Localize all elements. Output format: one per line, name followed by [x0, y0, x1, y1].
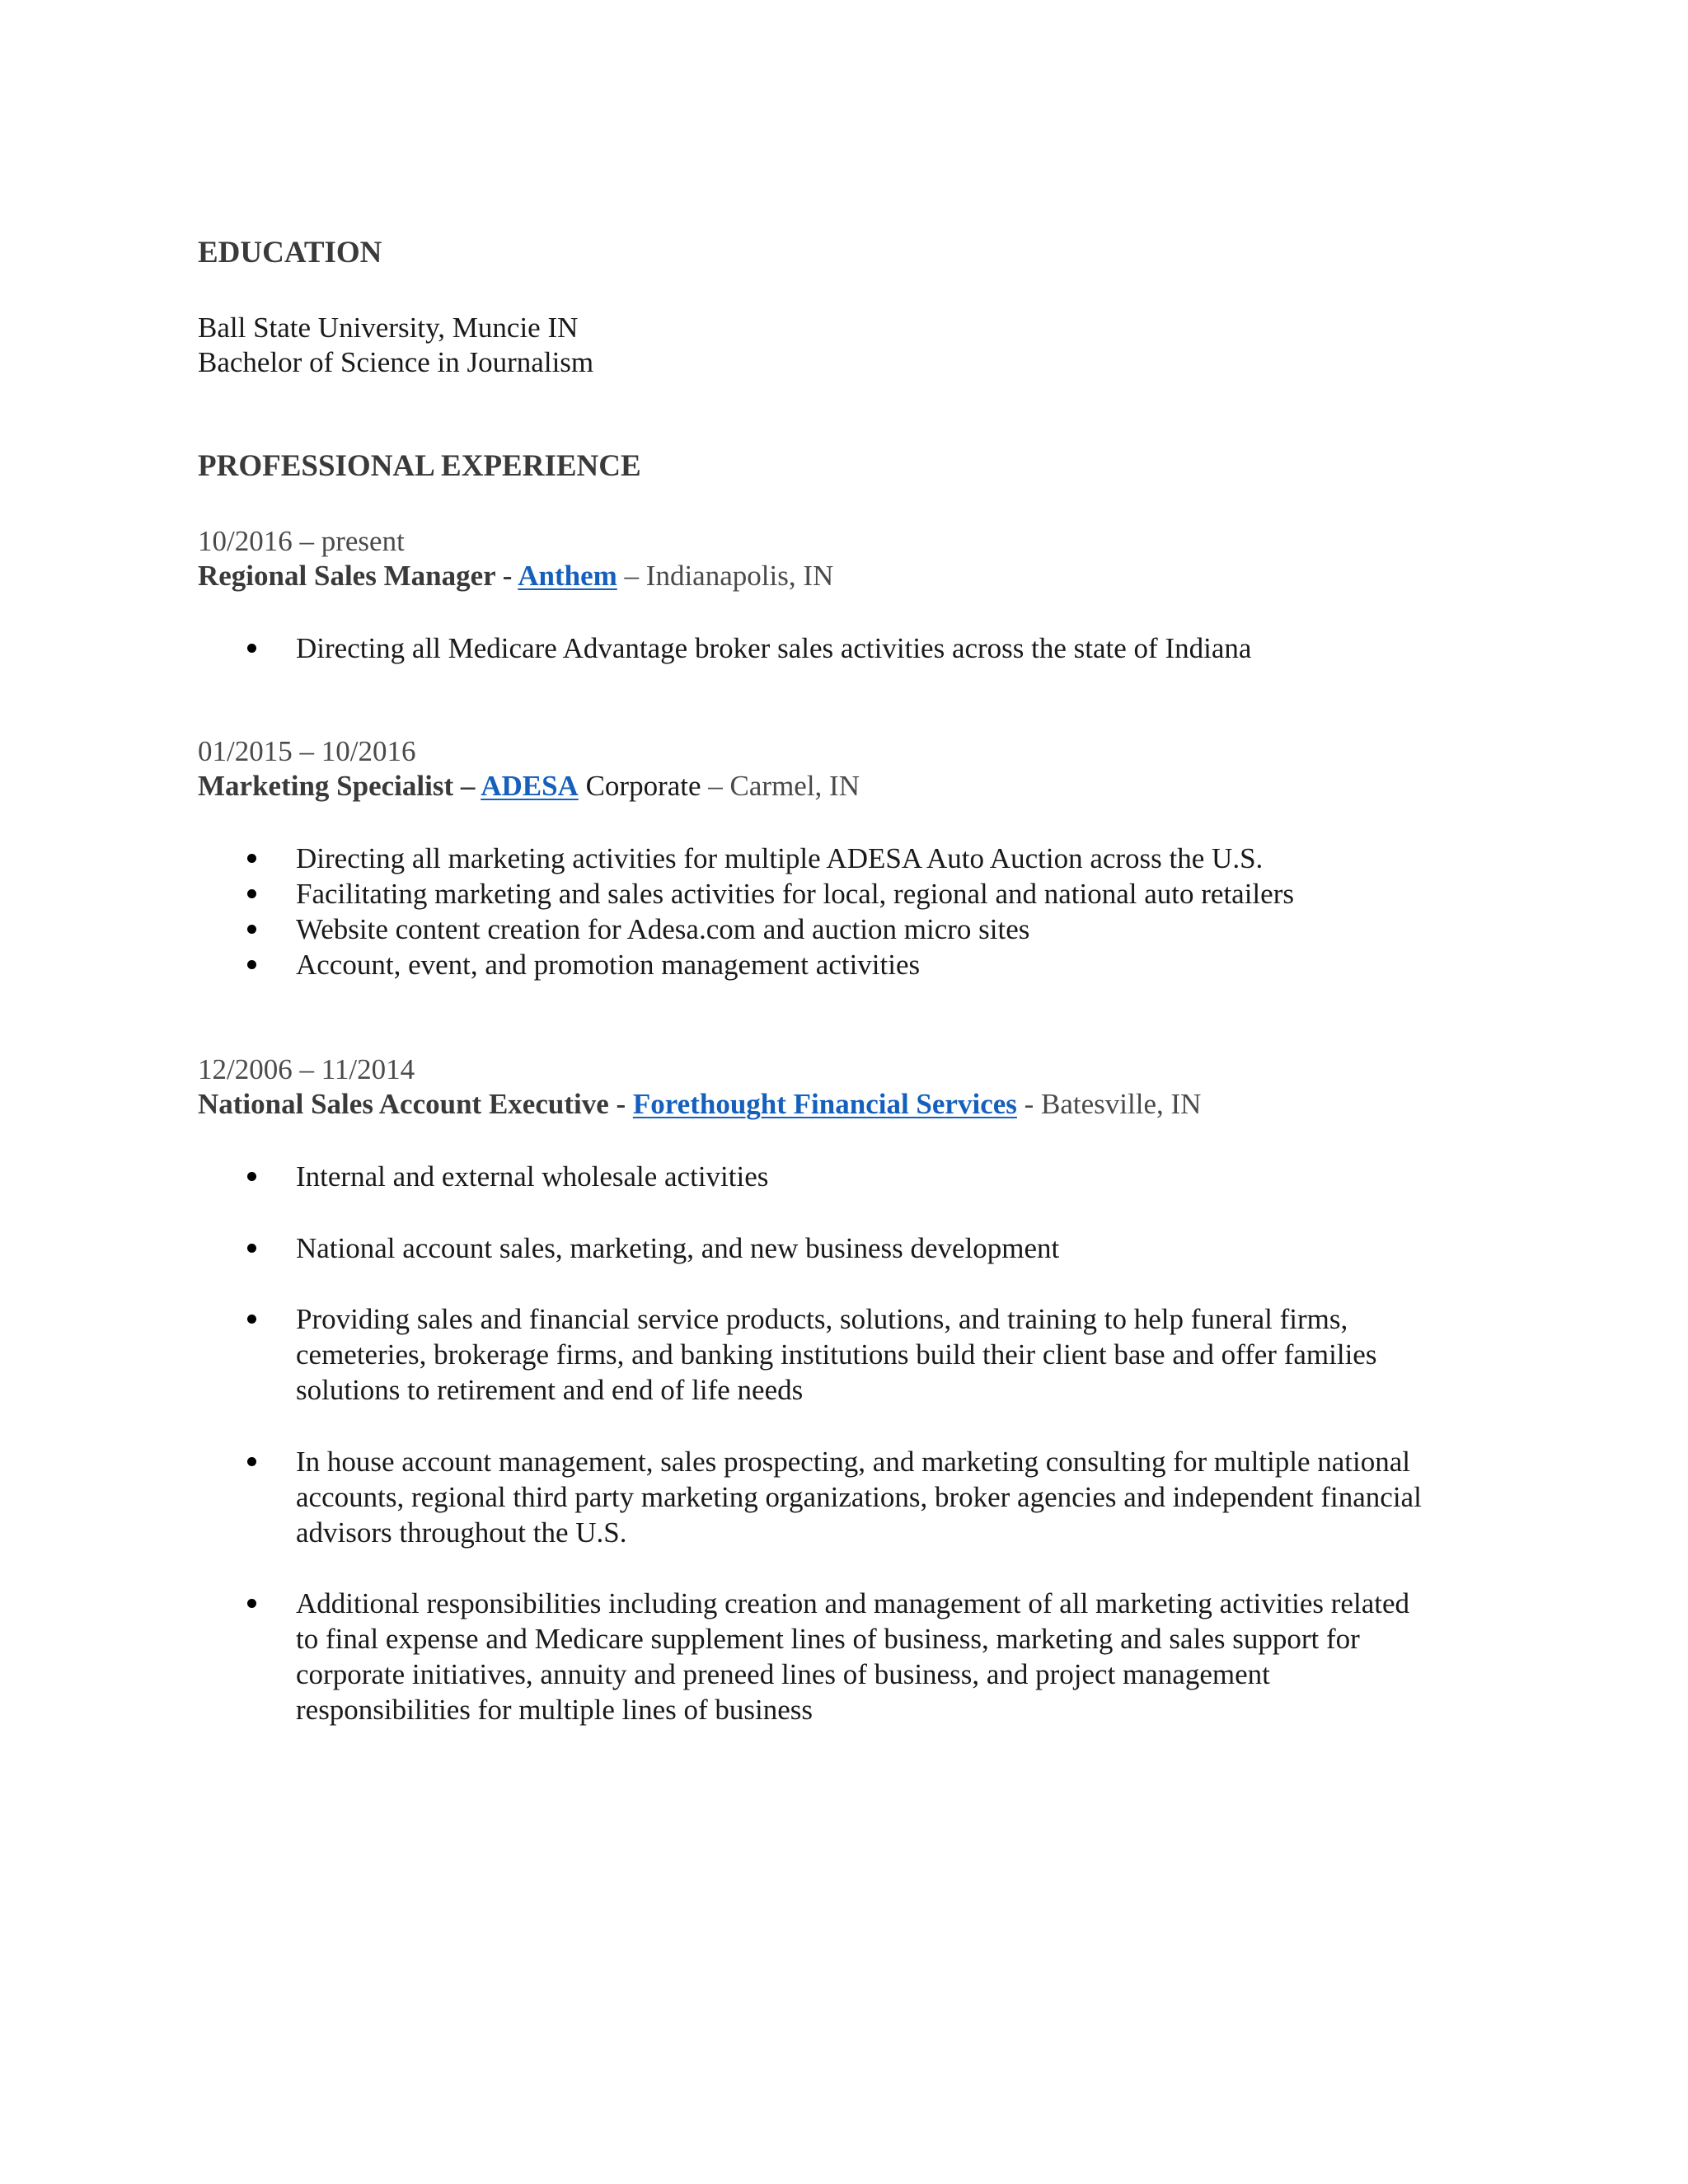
list-item-line: Directing all Medicare Advantage broker sales activities across the state of Indiana: [296, 632, 1252, 664]
list-item-line: corporate initiatives, annuity and preneed lines of business, and project management: [296, 1658, 1270, 1690]
bullet-icon: [247, 889, 256, 898]
list-item-line: cemeteries, brokerage firms, and banking institutions build their client base and offer families: [296, 1338, 1377, 1371]
bullet-icon: [247, 644, 256, 653]
bullet-icon: [247, 1244, 256, 1253]
bullet-icon: [247, 960, 256, 969]
job-location: – Indianapolis, IN: [617, 560, 834, 592]
list-item: [296, 947, 920, 982]
education-heading: EDUCATION: [198, 236, 382, 269]
job-role: Regional Sales Manager -: [198, 560, 518, 592]
company-link-anthem[interactable]: Anthem: [518, 560, 617, 592]
job-location: – Carmel, IN: [708, 770, 860, 802]
bullet-icon: [247, 1599, 256, 1608]
list-item-line: National account sales, marketing, and new business development: [296, 1232, 1060, 1264]
bullet-icon: [247, 854, 256, 863]
list-item-line: to final expense and Medicare supplement lines of business, marketing and sales support for: [296, 1623, 1360, 1655]
job-dates: 01/2015 – 10/2016: [198, 735, 416, 767]
list-item-line: Internal and external wholesale activities: [296, 1160, 769, 1193]
list-item: [296, 1230, 1059, 1266]
job-location: - Batesville, IN: [1016, 1088, 1202, 1120]
list-item-line: Facilitating marketing and sales activities for local, regional and national auto retailers: [296, 878, 1294, 910]
list-item: [296, 630, 1251, 666]
job-title-line: [198, 771, 860, 800]
job-dates: 10/2016 – present: [198, 525, 405, 557]
list-item: [296, 876, 1294, 912]
experience-heading: PROFESSIONAL EXPERIENCE: [198, 449, 641, 483]
list-item-line: Additional responsibilities including creation and management of all marketing activities related: [296, 1587, 1409, 1619]
job-role: National Sales Account Executive -: [198, 1088, 633, 1120]
list-item: [296, 1159, 768, 1194]
education-school: Ball State University, Muncie IN: [198, 312, 579, 344]
list-item-line: Directing all marketing activities for multiple ADESA Auto Auction across the U.S.: [296, 842, 1264, 874]
job-title-line: [198, 1090, 1201, 1118]
list-item-line: In house account management, sales prospecting, and marketing consulting for multiple national: [296, 1446, 1410, 1478]
job-role: Marketing Specialist –: [198, 770, 481, 802]
list-item-line: accounts, regional third party marketing organizations, broker agencies and independent financial: [296, 1481, 1422, 1513]
company-suffix: Corporate: [578, 770, 709, 802]
company-link-adesa[interactable]: ADESA: [481, 770, 579, 802]
list-item: [296, 841, 1263, 876]
job-dates: 12/2006 – 11/2014: [198, 1053, 415, 1085]
education-degree: Bachelor of Science in Journalism: [198, 346, 594, 378]
list-item: [296, 912, 1029, 947]
list-item-line: solutions to retirement and end of life needs: [296, 1374, 804, 1406]
list-item-line: advisors throughout the U.S.: [296, 1516, 627, 1549]
list-item-line: Website content creation for Adesa.com and auction micro sites: [296, 913, 1030, 945]
bullet-icon: [247, 1457, 256, 1466]
list-item-line: Providing sales and financial service products, solutions, and training to help funeral firms,: [296, 1303, 1348, 1335]
list-item: [296, 1586, 1409, 1727]
bullet-icon: [247, 1172, 256, 1181]
list-item: [296, 1444, 1422, 1550]
company-link-forethought[interactable]: Forethought Financial Services: [632, 1088, 1017, 1120]
job-title-line: [198, 561, 833, 590]
list-item-line: responsibilities for multiple lines of business: [296, 1694, 814, 1726]
bullet-icon: [247, 925, 256, 934]
list-item-line: Account, event, and promotion management activities: [296, 949, 921, 981]
bullet-icon: [247, 1315, 256, 1324]
list-item: [296, 1301, 1376, 1408]
